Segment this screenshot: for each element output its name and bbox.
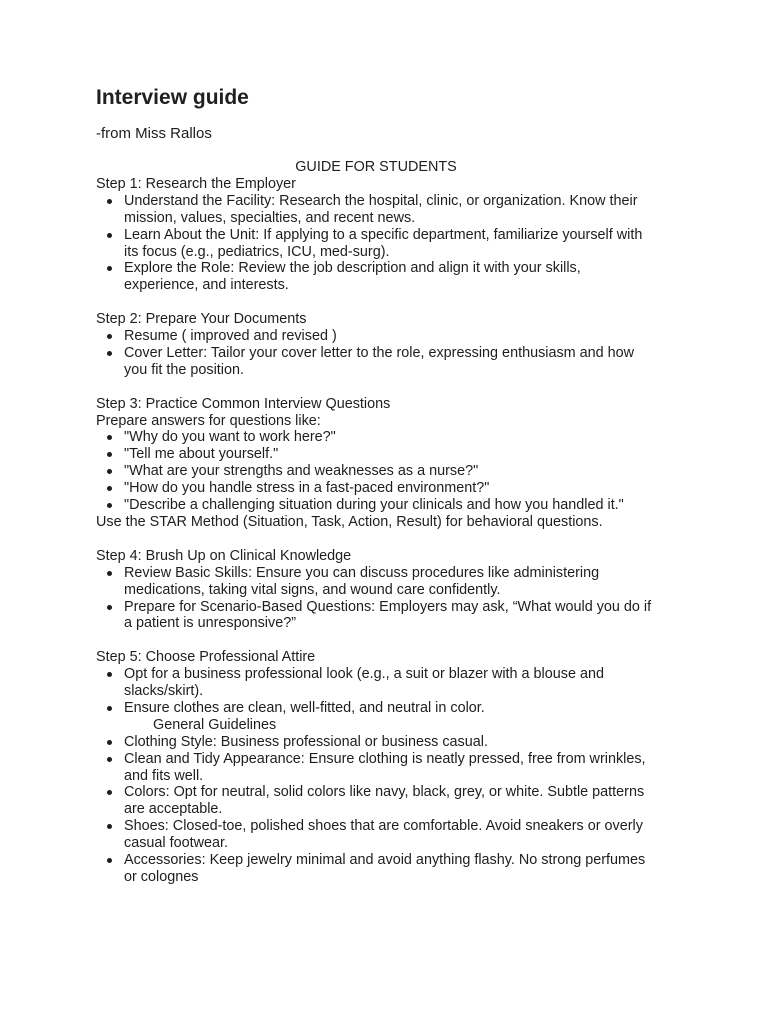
step4-list (96, 565, 656, 633)
guidelines-subheading: General Guidelines (153, 716, 277, 733)
list-item-text: "Describe a challenging situation during your clinicals and how you handled it." (124, 497, 624, 514)
list-item-text: "How do you handle stress in a fast-paced environment?" (124, 480, 490, 497)
step3-list (96, 429, 656, 514)
list-item (96, 227, 656, 261)
step3-heading: Step 3: Practice Common Interview Questions (96, 395, 391, 412)
list-item (96, 751, 656, 785)
list-item (96, 734, 656, 751)
list-item (96, 193, 656, 227)
list-item-text: Explore the Role: Review the job description and align it with your skills, experience, and interests. (124, 260, 581, 294)
list-item (96, 463, 656, 480)
list-item-text: Prepare for Scenario-Based Questions: Employers may ask, “What would you do if a patient is unresponsive?” (124, 598, 652, 632)
list-item (96, 599, 656, 633)
list-item-text: Understand the Facility: Research the hospital, clinic, or organization. Know their mission, values, specialties, and recent news. (124, 192, 638, 226)
list-item-text: Learn About the Unit: If applying to a specific department, familiarize yourself with its focus (e.g., pediatrics, ICU, med-surg). (124, 226, 643, 260)
list-item (96, 480, 656, 497)
list-item-text: Ensure clothes are clean, well-fitted, and neutral in color. (124, 699, 485, 716)
step3-intro: Prepare answers for questions like: (96, 412, 321, 429)
guide-heading: GUIDE FOR STUDENTS (295, 159, 457, 175)
document-body (96, 159, 656, 886)
step2-heading: Step 2: Prepare Your Documents (96, 311, 307, 328)
step4-heading: Step 4: Brush Up on Clinical Knowledge (96, 547, 352, 564)
list-item-text: Resume ( improved and revised ) (124, 328, 337, 345)
step2-list (96, 328, 656, 379)
list-item (96, 345, 656, 379)
list-item (96, 818, 656, 852)
step5-heading: Step 5: Choose Professional Attire (96, 649, 316, 666)
list-item-text: "What are your strengths and weaknesses as a nurse?" (124, 463, 479, 480)
list-item (96, 260, 656, 294)
list-item-text: Accessories: Keep jewelry minimal and avoid anything flashy. No strong perfumes or colognes (124, 852, 646, 885)
list-item-text: Review Basic Skills: Ensure you can discuss procedures like administering medications, taking vital signs, and wound care confidently. (124, 564, 600, 598)
list-item-text: Clothing Style: Business professional or business casual. (124, 733, 488, 750)
list-item-text: Shoes: Closed-toe, polished shoes that are comfortable. Avoid sneakers or overly casual footwear. (124, 818, 643, 852)
list-item-text: Colors: Opt for neutral, solid colors like navy, black, grey, or white. Subtle patterns are acceptable. (124, 784, 645, 818)
list-item (96, 497, 656, 514)
document-title: Interview guide (96, 86, 249, 109)
list-item (96, 784, 656, 818)
step5-list (96, 666, 656, 717)
list-item (96, 328, 656, 345)
list-item-text: "Tell me about yourself." (124, 446, 279, 463)
list-item-text: Opt for a business professional look (e.g., a suit or blazer with a blouse and slacks/skirt). (124, 666, 604, 700)
guidelines-list (96, 734, 656, 886)
list-item (96, 565, 656, 599)
step1-heading: Step 1: Research the Employer (96, 175, 296, 192)
step1-list (96, 193, 656, 294)
step3-note: Use the STAR Method (Situation, Task, Action, Result) for behavioral questions. (96, 514, 603, 530)
list-item (96, 700, 656, 717)
list-item (96, 666, 656, 700)
author-line: -from Miss Rallos (96, 125, 212, 142)
list-item-text: Cover Letter: Tailor your cover letter to the role, expressing enthusiasm and how you fit the position. (124, 344, 635, 378)
list-item (96, 429, 656, 446)
list-item (96, 852, 656, 886)
list-item-text: Clean and Tidy Appearance: Ensure clothing is neatly pressed, free from wrinkles, and fits well. (124, 750, 646, 784)
list-item-text: "Why do you want to work here?" (124, 429, 336, 446)
list-item (96, 446, 656, 463)
